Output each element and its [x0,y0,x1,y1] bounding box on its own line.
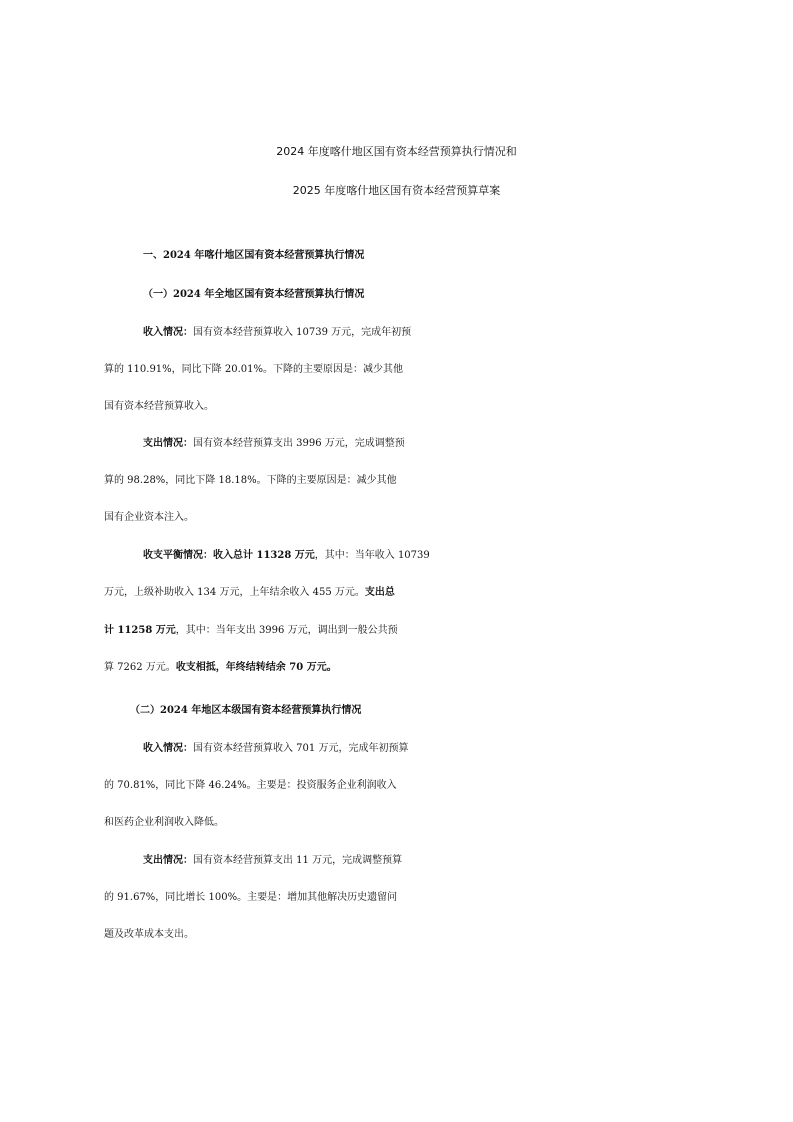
paragraph-balance-line-3 [104,618,704,644]
expense-text: 国有资本经营预算支出 11 万元，完成调整预算 [193,855,403,866]
paragraph-expense-1-line-1 [143,431,743,457]
income-label: 收入情况： [143,327,193,338]
balance-text: ，其中：当年支出 3996 万元，调出到一般公共预 [175,625,398,636]
balance-text: 算 7262 万元。 [104,662,176,673]
balance-total-expense: 支出总 [364,587,395,598]
paragraph-balance-line-1 [143,543,743,569]
paragraph-income-1-line-2: 算的 110.91%，同比下降 20.01%。下降的主要原因是：减少其他 [104,364,403,375]
section-heading: 一、2024 年喀什地区国有资本经营预算执行情况 [143,250,365,261]
balance-total-expense: 计 11258 万元 [104,625,176,636]
paragraph-income-1-line-1 [143,320,743,346]
balance-text: 万元，上级补助收入 134 万元，上年结余收入 455 万元。 [104,587,365,598]
paragraph-income-2-line-1 [143,736,743,762]
balance-label: 收支平衡情况： [143,550,213,561]
paragraph-expense-2-line-3: 题及改革成本支出。 [104,929,194,940]
paragraph-balance-line-2 [104,580,704,606]
balance-summary: 收支相抵，年终结转结余 70 万元。 [175,662,337,673]
paragraph-expense-1-line-2: 算的 98.28%，同比下降 18.18%。下降的主要原因是：减少其他 [104,475,397,486]
balance-text: ，其中：当年收入 10739 [314,550,430,561]
subsection-heading-2: （二）2024 年地区本级国有资本经营预算执行情况 [130,705,362,716]
subsection-heading-1: （一）2024 年全地区国有资本经营预算执行情况 [143,289,365,300]
title-line-1: 2024 年度喀什地区国有资本经营预算执行情况和 [276,145,517,158]
income-label: 收入情况： [143,743,193,754]
paragraph-income-2-line-2: 的 70.81%，同比下降 46.24%。主要是：投资服务企业利润收入 [104,780,397,791]
title-line-2: 2025 年度喀什地区国有资本经营预算草案 [292,184,501,197]
expense-label: 支出情况： [143,438,193,449]
income-text: 国有资本经营预算收入 10739 万元，完成年初预 [193,327,412,338]
balance-total-income: 收入总计 11328 万元 [213,550,315,561]
expense-text: 国有资本经营预算支出 3996 万元，完成调整预 [193,438,405,449]
paragraph-income-2-line-3: 和医药企业利润收入降低。 [104,817,224,828]
paragraph-balance-line-4 [104,655,704,681]
expense-label: 支出情况： [143,855,193,866]
paragraph-expense-1-line-3: 国有企业资本注入。 [104,512,194,523]
paragraph-expense-2-line-2: 的 91.67%，同比增长 100%。主要是：增加其他解决历史遗留问 [104,892,398,903]
income-text: 国有资本经营预算收入 701 万元，完成年初预算 [193,743,409,754]
paragraph-expense-2-line-1 [143,848,743,874]
paragraph-income-1-line-3: 国有资本经营预算收入。 [104,401,214,412]
